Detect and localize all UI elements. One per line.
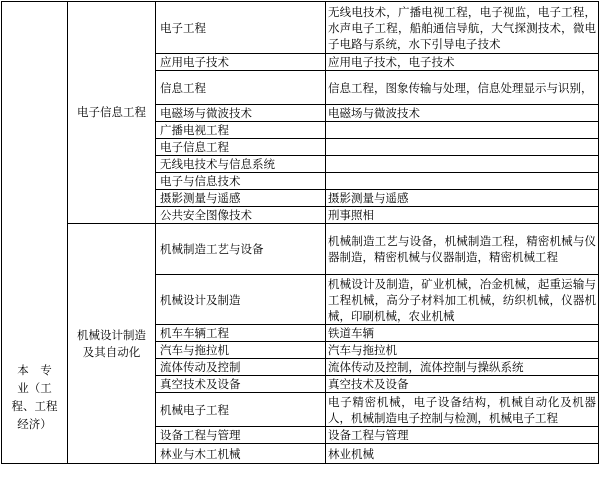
old-majors: 流体传动及控制，流体控制与操纵系统 [326,359,599,376]
old-majors: 机械制造工艺与设备，机械制造工程，精密机械与仪器制造，精密机械与仪器制造，精密机械工程 [326,224,599,275]
old-majors: 电磁场与微波技术 [326,105,599,122]
new-major-name: 电子与信息技术 [156,173,326,190]
category-cell: 机械设计制造及其自动化 [68,224,156,464]
old-majors [326,139,599,156]
old-majors: 真空技术及设备 [326,376,599,393]
new-major-name: 机车车辆工程 [156,325,326,342]
new-major-name: 林业与木工机械 [156,444,326,464]
old-majors [326,156,599,173]
majors-table [1,1,599,464]
category-cell: 电子信息工程 [68,2,156,224]
new-major-name: 摄影测量与遥感 [156,190,326,207]
old-majors: 电子精密机械，电子设备结构，机械自动化及机器人，机械制造电子控制与检测，机械电子工程 [326,393,599,427]
old-majors: 信息工程，图象传输与处理，信息处理显示与识别， [326,71,599,105]
new-major-name: 机械设计及制造 [156,275,326,325]
new-major-name: 电子信息工程 [156,139,326,156]
new-major-name: 公共安全图像技术 [156,207,326,224]
new-major-name: 电磁场与微波技术 [156,105,326,122]
old-majors: 设备工程与管理 [326,427,599,444]
old-majors: 摄影测量与遥感 [326,190,599,207]
new-major-name: 机械电子工程 [156,393,326,427]
new-major-name: 设备工程与管理 [156,427,326,444]
old-majors: 铁道车辆 [326,325,599,342]
table-row [2,2,599,54]
old-majors [326,173,599,190]
new-major-name: 真空技术及设备 [156,376,326,393]
old-majors [326,122,599,139]
new-major-name: 应用电子技术 [156,54,326,71]
old-majors: 刑事照相 [326,207,599,224]
old-majors: 无线电技术，广播电视工程，电子视监，电子工程，水声电子工程，船舶通信导航，大气探测技术，微电子电路与系统，水下引导电子技术 [326,2,599,54]
new-major-name: 机械制造工艺与设备 [156,224,326,275]
new-major-name: 信息工程 [156,71,326,105]
new-major-name: 无线电技术与信息系统 [156,156,326,173]
old-majors: 汽车与拖拉机 [326,342,599,359]
new-major-name: 电子工程 [156,2,326,54]
old-majors: 林业机械 [326,444,599,464]
old-majors: 机械设计及制造，矿业机械，冶金机械，起重运输与工程机械，高分子材料加工机械，纺织机械，仪器机械，印刷机械，农业机械 [326,275,599,325]
old-majors: 应用电子技术，电子技术 [326,54,599,71]
level-cell: 本 专 业（工程、工程经济） [2,2,68,464]
table-row [2,224,599,275]
new-major-name: 汽车与拖拉机 [156,342,326,359]
new-major-name: 广播电视工程 [156,122,326,139]
new-major-name: 流体传动及控制 [156,359,326,376]
